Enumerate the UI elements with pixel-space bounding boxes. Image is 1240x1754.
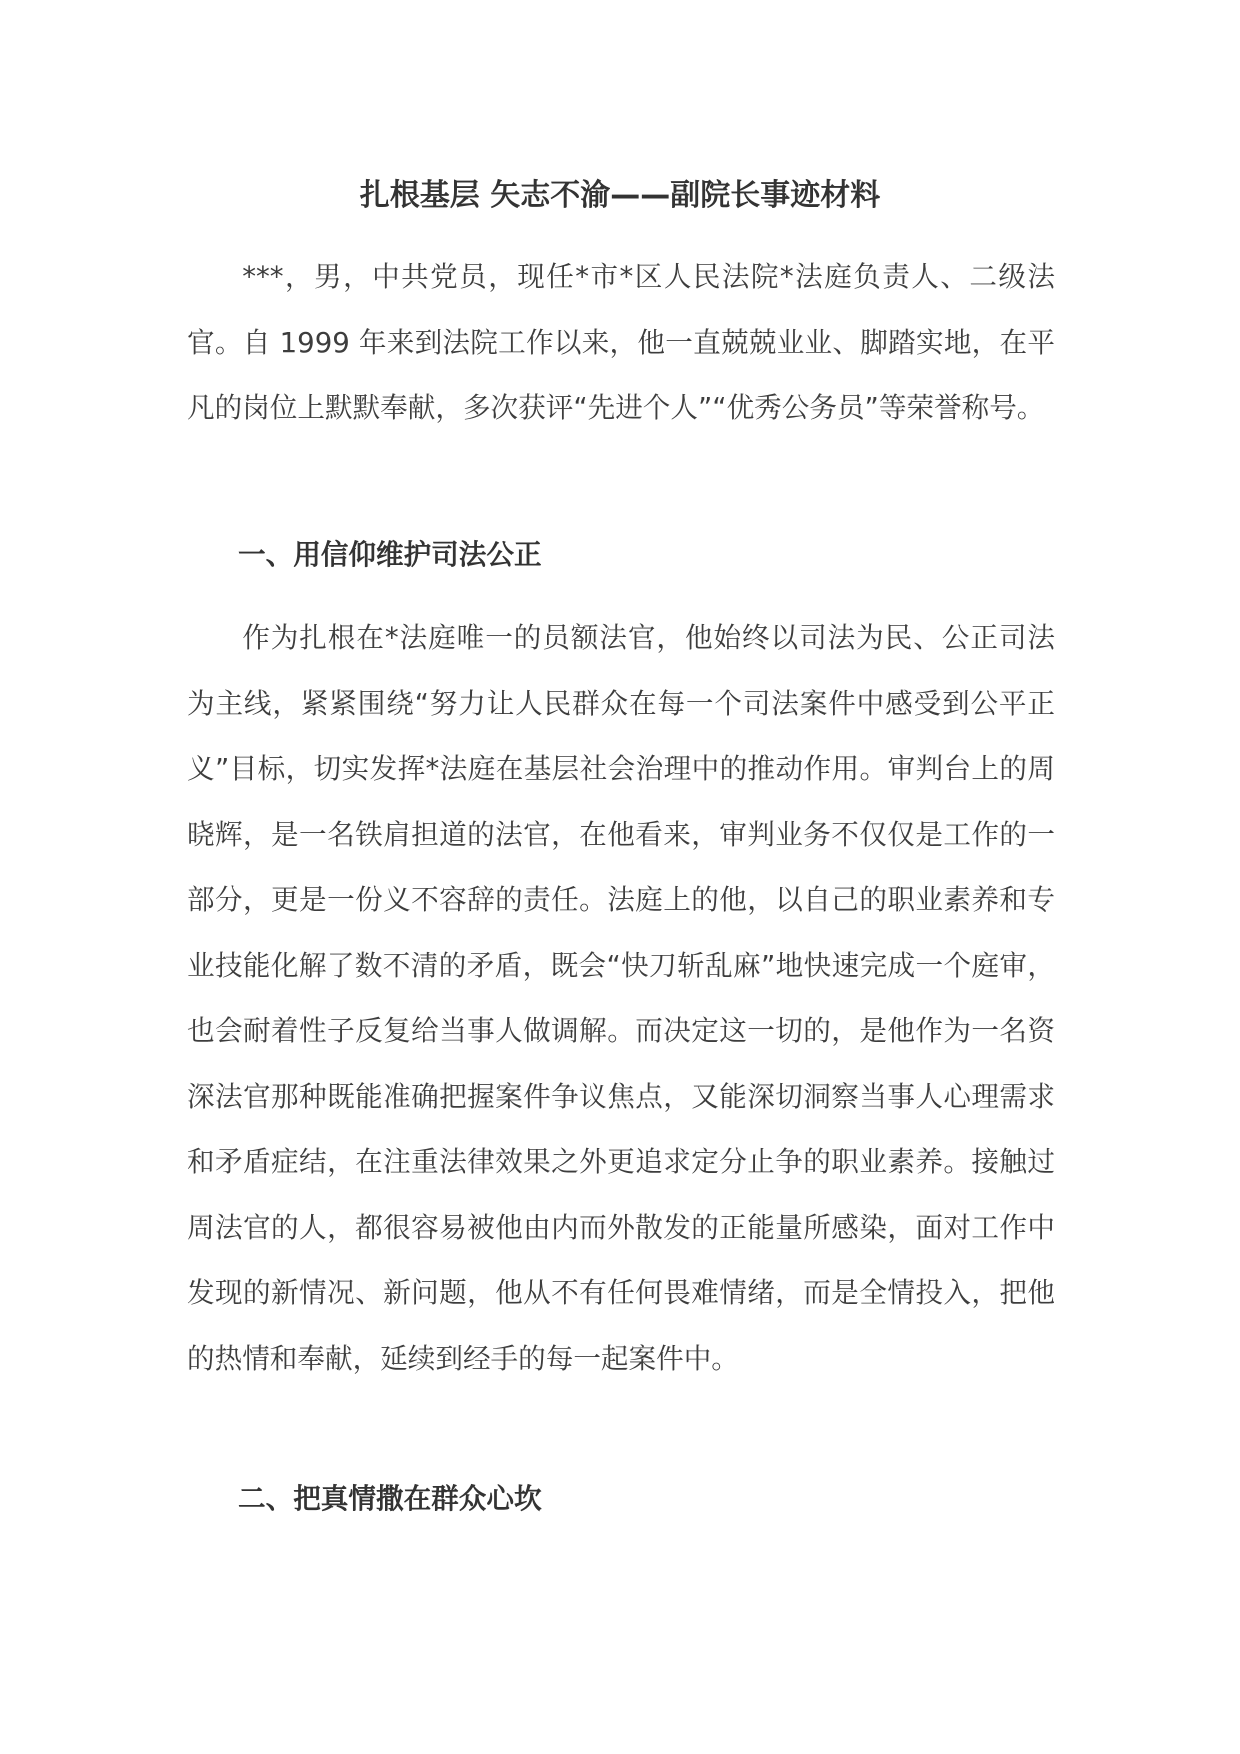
section-1-paragraph: 作为扎根在*法庭唯一的员额法官，他始终以司法为民、公正司法为主线，紧紧围绕“努力让人民群众在每一个司法案件中感受到公平正义”目标，切实发挥*法庭在基层社会治理中的推动作用。审判台上的周晓辉，是一名铁肩担道的法官，在他看来，审判业务不仅仅是工作的一部分，更是一份义不容辞的责任。法庭上的他，以自己的职业素养和专业技能化解了数不清的矛盾，既会“快刀斩乱麻”地快速完成一个庭审，也会耐着性子反复给当事人做调解。而决定这一切的，是他作为一名资深法官那种既能准确把握案件争议焦点，又能深切洞察当事人心理需求和矛盾症结，在注重法律效果之外更追求定分止争的职业素养。接触过周法官的人，都很容易被他由内而外散发的正能量所感染，面对工作中发现的新情况、新问题，他从不有任何畏难情绪，而是全情投入，把他的热情和奉献，延续到经手的每一起案件中。 [187,621,1055,1375]
document-title: 扎根基层 矢志不渝——副院长事迹材料 [359,178,881,213]
section-1-heading: 一、用信仰维护司法公正 [238,538,542,571]
section-2-heading: 二、把真情撒在群众心坎 [238,1482,542,1515]
intro-paragraph: ***，男，中共党员，现任*市*区人民法院*法庭负责人、二级法官。自 1999 年来到法院工作以来，他一直兢兢业业、脚踏实地，在平凡的岗位上默默奉献，多次获评“先进个人”“优秀公务员”等荣誉称号。 [187,260,1055,424]
